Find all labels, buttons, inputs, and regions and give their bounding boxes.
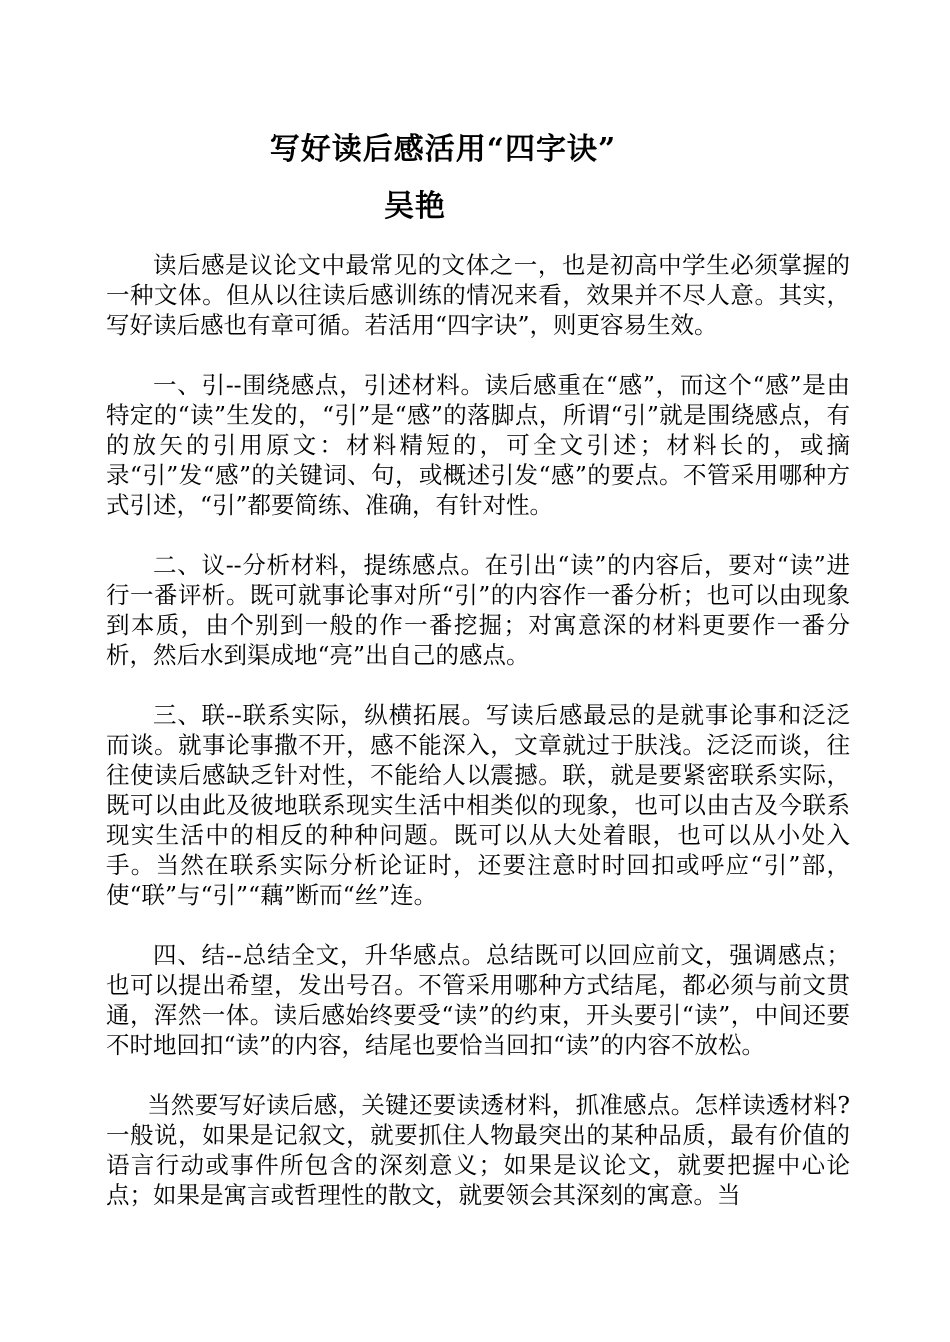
paragraph-jie: 四、结--总结全文，升华感点。总结既可以回应前文，强调感点；也可以提出希望，发出号召。不管采用哪种方式结尾，都必须与前文贯通，浑然一体。读后感始终要受“读”的约束，开头要引“读”，中间还要不时地回扣“读”的内容，结尾也要恰当回扣“读”的内容不放松。 xyxy=(106,941,850,1059)
paragraph-conclusion: 当然要写好读后感，关键还要读透材料，抓准感点。怎样读透材料?一般说，如果是记叙文，就要抓住人物最突出的某种品质，最有价值的语言行动或事件所包含的深刻意义；如果是议论文，就要把握中心论点；如果是寓言或哲理性的散文，就要领会其深刻的寓意。当 xyxy=(106,1091,850,1209)
document-title: 写好读后感活用“四字诀” xyxy=(269,132,617,167)
author-name: 吴艳 xyxy=(384,189,446,224)
paragraph-intro: 读后感是议论文中最常见的文体之一，也是初高中学生必须掌握的一种文体。但从以往读后感训练的情况来看，效果并不尽人意。其实，写好读后感也有章可循。若活用“四字诀”，则更容易生效。 xyxy=(106,251,850,339)
document-body xyxy=(106,250,850,1240)
paragraph-yin: 一、引--围绕感点，引述材料。读后感重在“感”，而这个“感”是由特定的“读”生发的，“引”是“感”的落脚点，所谓“引”就是围绕感点，有的放矢的引用原文：材料精短的，可全文引述；材料长的，或摘录“引”发“感”的关键词、句，或概述引发“感”的要点。不管采用哪种方式引述，“引”都要简练、准确，有针对性。 xyxy=(106,371,850,519)
paragraph-lian: 三、联--联系实际，纵横拓展。写读后感最忌的是就事论事和泛泛而谈。就事论事撒不开，感不能深入，文章就过于肤浅。泛泛而谈，往往使读后感缺乏针对性，不能给人以震撼。联，就是要紧密联系实际，既可以由此及彼地联系现实生活中相类似的现象，也可以由古及今联系现实生活中的相反的种种问题。既可以从大处着眼，也可以从小处入手。当然在联系实际分析论证时，还要注意时时回扣或呼应“引”部，使“联”与“引”“藕”断而“丝”连。 xyxy=(106,701,850,909)
paragraph-yi: 二、议--分析材料，提练感点。在引出“读”的内容后，要对“读”进行一番评析。既可就事论事对所“引”的内容作一番分析；也可以由现象到本质，由个别到一般的作一番挖掘；对寓意深的材料更要作一番分析，然后水到渠成地“亮”出自己的感点。 xyxy=(106,551,850,669)
